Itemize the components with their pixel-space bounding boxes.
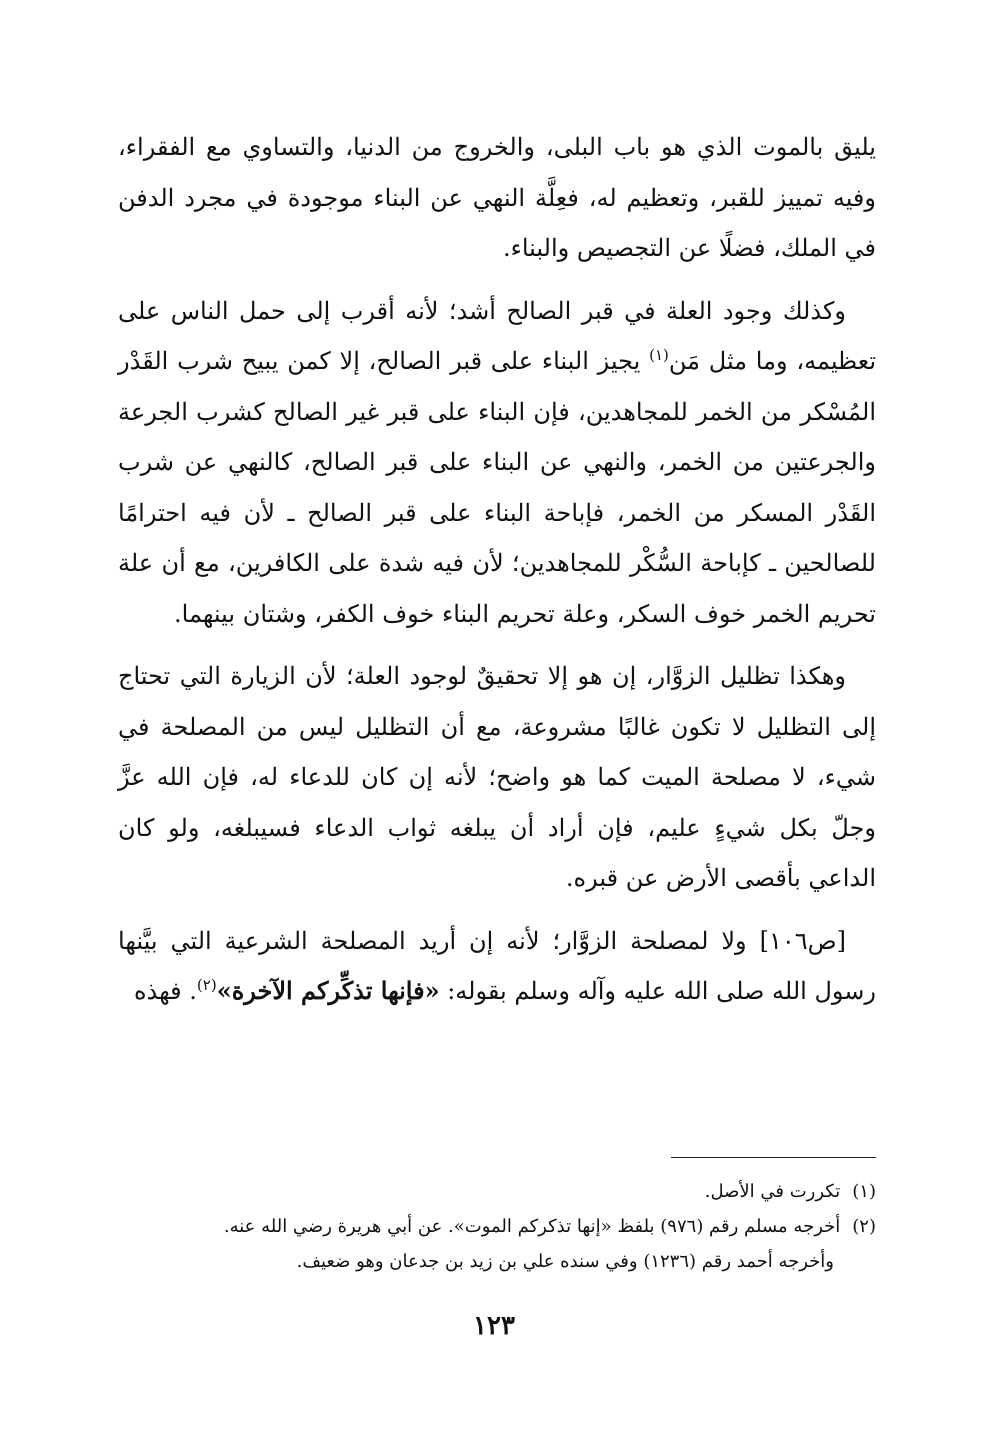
paragraph-4 xyxy=(118,916,876,1017)
footnote-1 xyxy=(118,1174,876,1209)
footnote-2 xyxy=(118,1209,876,1244)
paragraph-3-text: وهكذا تظليل الزوَّار، إن هو إلا تحقيقٌ لوجود العلة؛ لأن الزيارة التي تحتاج إلى التظليل لا تكون غالبًا مشروعة، مع أن التظليل ليس من المصلحة في شيء، لا مصلحة الميت كما هو واضح؛ لأنه إن كان للدعاء له، فإن الله عزَّ وجلّ بكل شيءٍ عليم، فإن أراد أن يبلغه ثواب الدعاء فسيبلغه، ولو كان الداعي بأقصى الأرض عن قبره. xyxy=(118,662,876,892)
paragraph-3 xyxy=(118,651,876,904)
paragraph-1-text: يليق بالموت الذي هو باب البلى، والخروج من الدنيا، والتساوي مع الفقراء، وفيه تمييز للقبر، وتعظيم له، فعِلَّة النهي عن البناء موجودة في مجرد الدفن في الملك، فضلًا عن التجصيص والبناء. xyxy=(118,133,876,262)
footnote-1-number: (١) xyxy=(852,1181,876,1202)
paragraph-2-text-b: يجيز البناء على قبر الصالح، إلا كمن يبيح شرب القَدْر المُسْكر من الخمر للمجاهدين، فإن البناء على قبر غير الصالح كشرب الجرعة والجرعتين من الخمر، والنهي عن البناء على قبر الصالح، كالنهي عن شرب القَدْر المسكر من الخمر، فإباحة البناء على قبر الصالح ـ لأن فيه احترامًا للصالحين ـ كإباحة السُّكْر للمجاهدين؛ لأن فيه شدة على الكافرين، مع أن علة تحريم الخمر خوف السكر، وعلة تحريم البناء خوف الكفر، وشتان بينهما. xyxy=(118,347,876,628)
paragraph-4-text-a: [ص١٠٦] ولا لمصلحة الزوَّار؛ لأنه إن أريد المصلحة الشرعية التي بيَّنها رسول الله صلى الله عليه وآله وسلم بقوله: xyxy=(118,926,876,1005)
footnote-ref-2[interactable]: (٢) xyxy=(196,976,217,994)
paragraph-4-text-b: . فهذه xyxy=(133,977,197,1005)
footnote-2-number: (٢) xyxy=(852,1216,876,1237)
footnote-2-continuation xyxy=(118,1244,876,1279)
footnotes xyxy=(118,1174,876,1279)
paragraph-2-text-a: وكذلك وجود العلة في قبر الصالح أشد؛ لأنه أقرب إلى حمل الناس على تعظيمه، وما مثل مَن xyxy=(118,296,877,375)
footnote-ref-1[interactable]: (١) xyxy=(649,346,669,364)
footnote-separator xyxy=(671,1157,876,1158)
footnote-1-text: تكررت في الأصل. xyxy=(704,1181,841,1202)
footnote-2-text: أخرجه مسلم رقم (٩٧٦) بلفظ «إنها تذكركم الموت». عن أبي هريرة رضي الله عنه. xyxy=(223,1216,841,1237)
hadith-quote: «فإنها تذكِّركم الآخرة» xyxy=(216,976,440,1005)
main-text xyxy=(118,122,876,1029)
footnote-2-continuation-text: وأخرجه أحمد رقم (١٢٣٦) وفي سنده علي بن زيد بن جدعان وهو ضعيف. xyxy=(296,1251,834,1272)
paragraph-2 xyxy=(118,286,876,640)
page-number: ١٢٣ xyxy=(473,1311,515,1341)
paragraph-1 xyxy=(118,122,876,274)
